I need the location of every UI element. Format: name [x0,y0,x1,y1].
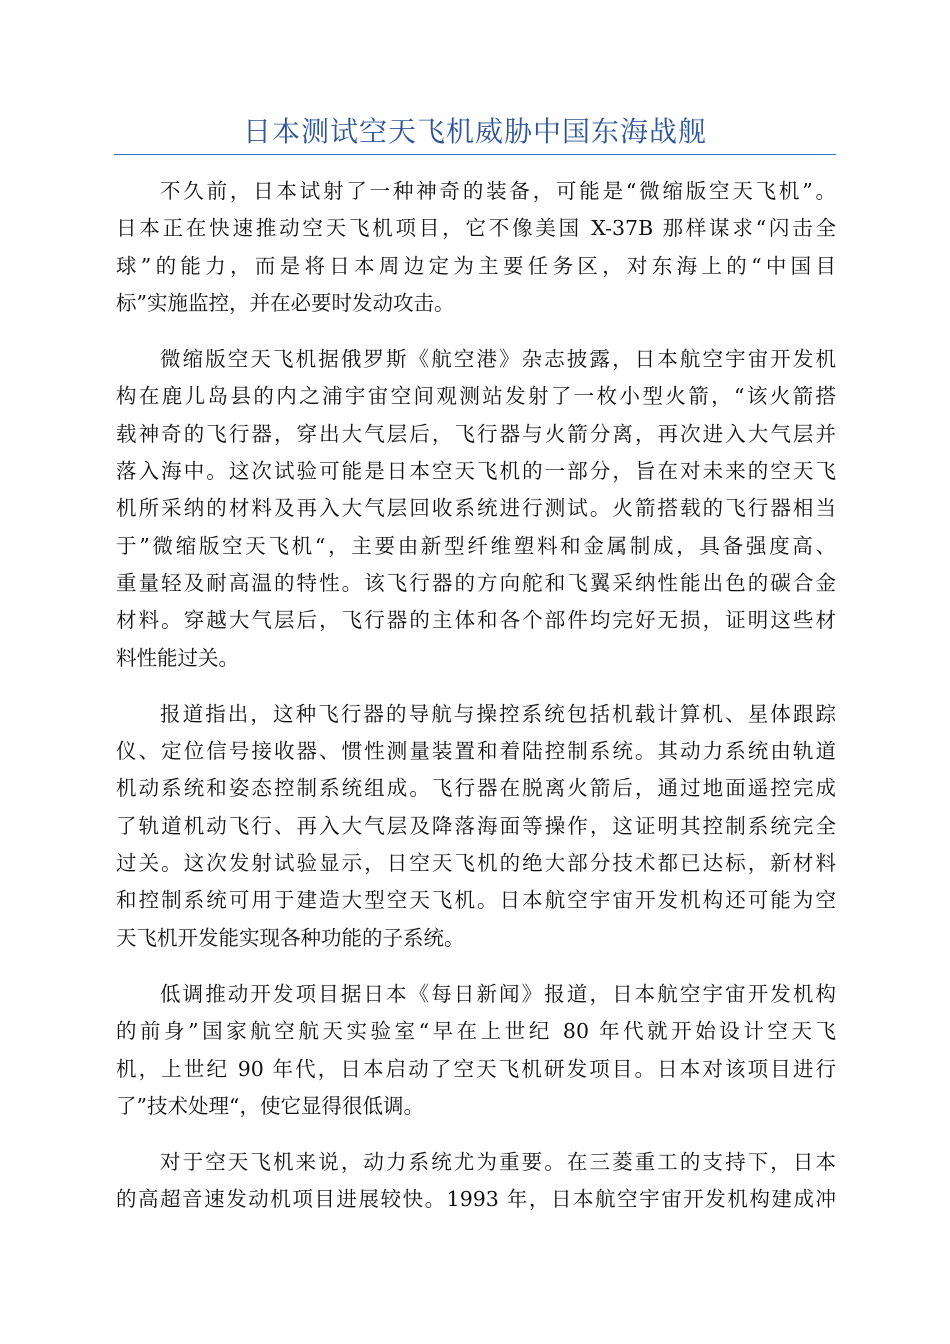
paragraph-line: 微缩版空天飞机据俄罗斯《航空港》杂志披露，日本航空宇宙开发机 [160,347,836,372]
document-body [116,173,836,1238]
paragraph-line: 和控制系统可用于建造大型空天飞机。日本航空宇宙开发机构还可能为空 [116,888,836,913]
paragraph-line: 机所采纳的材料及再入大气层回收系统进行测试。火箭搭载的飞行器相当 [116,496,836,521]
paragraph-line: 材料。穿越大气层后，飞行器的主体和各个部件均完好无损，证明这些材 [116,608,836,633]
paragraph-line: 的前身”国家航空航天实验室“早在上世纪 80 年代就开始设计空天飞 [116,1019,836,1044]
paragraph-line: 对于空天飞机来说，动力系统尤为重要。在三菱重工的支持下，日本 [160,1150,836,1175]
paragraph-line: 料性能过关。 [116,645,239,670]
paragraph-line: 标”实施监控，并在必要时发动攻击。 [116,290,455,315]
paragraph-line: 落入海中。这次试验可能是日本空天飞机的一部分，旨在对未来的空天飞 [116,459,836,484]
paragraph-line: 天飞机开发能实现各种功能的子系统。 [116,925,465,950]
title-underline-rule [114,154,836,155]
paragraph-line: 了轨道机动飞行、再入大气层及降落海面等操作，这证明其控制系统完全 [116,813,836,838]
paragraph-line: 机，上世纪 90 年代，日本启动了空天飞机研发项目。日本对该项目进行 [116,1056,836,1081]
paragraph-line: 过关。这次发射试验显示，日空天飞机的绝大部分技术都已达标，新材料 [116,851,836,876]
paragraph-line: 的高超音速发动机项目进展较快。1993 年，日本航空宇宙开发机构建成冲 [116,1187,836,1212]
paragraph [116,1144,836,1219]
paragraph-line: 机动系统和姿态控制系统组成。飞行器在脱离火箭后，通过地面遥控完成 [116,776,836,801]
paragraph [116,341,836,677]
paragraph [116,976,836,1125]
paragraph-line: 于”微缩版空天飞机“，主要由新型纤维塑料和金属制成，具备强度高、 [116,533,836,558]
paragraph [116,696,836,957]
paragraph-line: 了”技术处理“，使它显得很低调。 [116,1093,424,1118]
document-title: 日本测试空天飞机威胁中国东海战舰 [242,115,707,148]
paragraph-line: 重量轻及耐高温的特性。该飞行器的方向舵和飞翼采纳性能出色的碳合金 [116,570,836,595]
paragraph-line: 低调推动开发项目据日本《每日新闻》报道，日本航空宇宙开发机构 [160,981,836,1006]
paragraph-line: 日本正在快速推动空天飞机项目，它不像美国 X-37B 那样谋求“闪击全 [116,216,836,241]
paragraph-line: 仪、定位信号接收器、惯性测量装置和着陆控制系统。其动力系统由轨道 [116,739,836,764]
paragraph-line: 报道指出，这种飞行器的导航与操控系统包括机载计算机、星体跟踪 [160,701,836,726]
paragraph-line: 不久前，日本试射了一种神奇的装备，可能是“微缩版空天飞机”。 [160,179,836,203]
paragraph-line: 构在鹿儿岛县的内之浦宇宙空间观测站发射了一枚小型火箭，“该火箭搭 [116,384,836,409]
paragraph [116,173,836,322]
paragraph-line: 载神奇的飞行器，穿出大气层后，飞行器与火箭分离，再次进入大气层并 [116,421,836,446]
paragraph-line: 球”的能力，而是将日本周边定为主要任务区，对东海上的“中国目 [116,253,836,278]
